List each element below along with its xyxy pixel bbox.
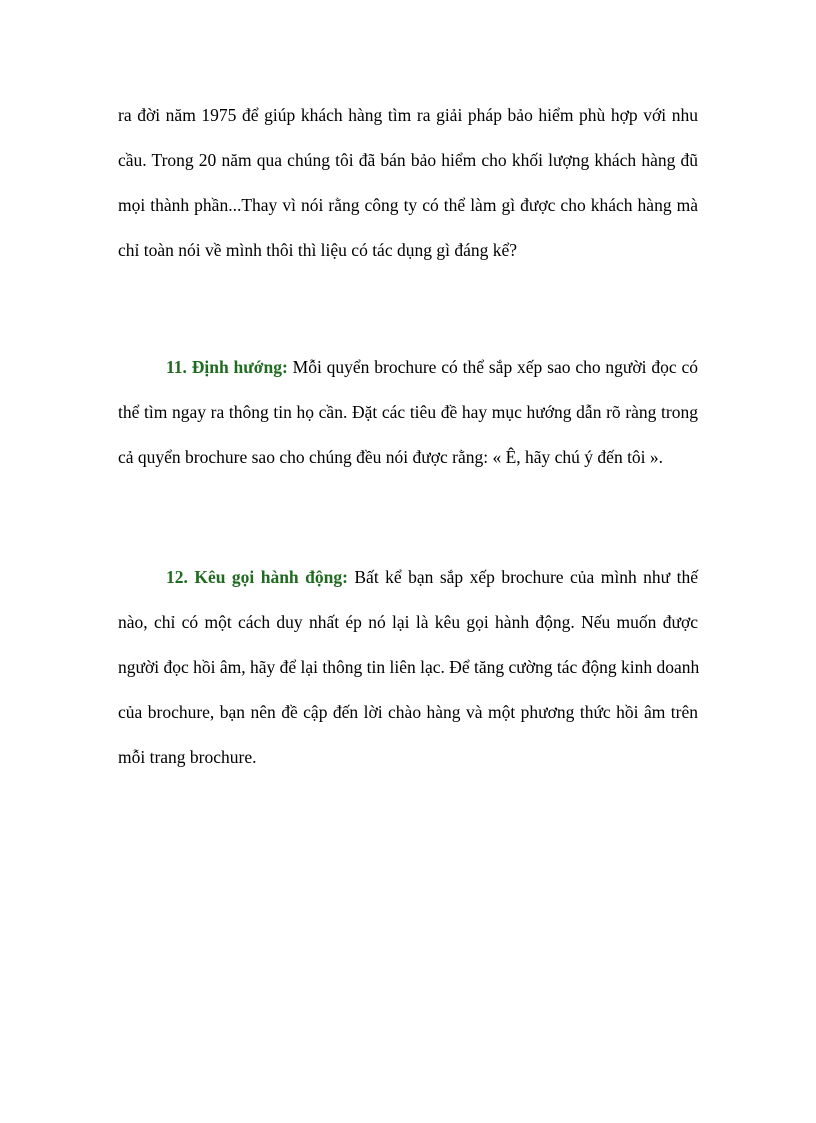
paragraph-orientation (118, 345, 698, 480)
text-line: mọi thành phần...Thay vì nói rằng công ty có thể làm gì được cho khách hàng mà (118, 195, 698, 215)
paragraph-call-to-action (118, 555, 698, 780)
text-line: cầu. Trong 20 năm qua chúng tôi đã bán bảo hiểm cho khối lượng khách hàng đũ (118, 150, 698, 170)
text-line (118, 555, 698, 600)
text-line: chỉ toàn nói về mình thôi thì liệu có tác dụng gì đáng kể? (118, 240, 518, 260)
text-line: thể tìm ngay ra thông tin họ cần. Đặt các tiêu đề hay mục hướng dẫn rõ ràng trong (118, 402, 698, 422)
text-line: ra đời năm 1975 để giúp khách hàng tìm ra giải pháp bảo hiểm phù hợp với nhu (118, 105, 698, 125)
section-heading-12: 12. Kêu gọi hành động: (166, 567, 348, 587)
text-line: người đọc hồi âm, hãy để lại thông tin liên lạc. Để tăng cường tác động kinh doanh (118, 657, 700, 677)
paragraph-insurance-intro (118, 93, 698, 273)
text-fragment: Bất kể bạn sắp xếp brochure của mình như thế (347, 567, 698, 587)
text-line: mỗi trang brochure. (118, 747, 257, 767)
text-line: nào, chỉ có một cách duy nhất ép nó lại là kêu gọi hành động. Nếu muốn được (118, 612, 698, 632)
text-line (118, 345, 698, 390)
text-line: của brochure, bạn nên đề cập đến lời chào hàng và một phương thức hồi âm trên (118, 702, 698, 722)
text-fragment: Mỗi quyển brochure có thể sắp xếp sao cho người đọc có (287, 357, 698, 377)
text-line: cả quyển brochure sao cho chúng đều nói được rằng: « Ê, hãy chú ý đến tôi ». (118, 447, 664, 467)
section-heading-11: 11. Định hướng: (166, 357, 288, 377)
